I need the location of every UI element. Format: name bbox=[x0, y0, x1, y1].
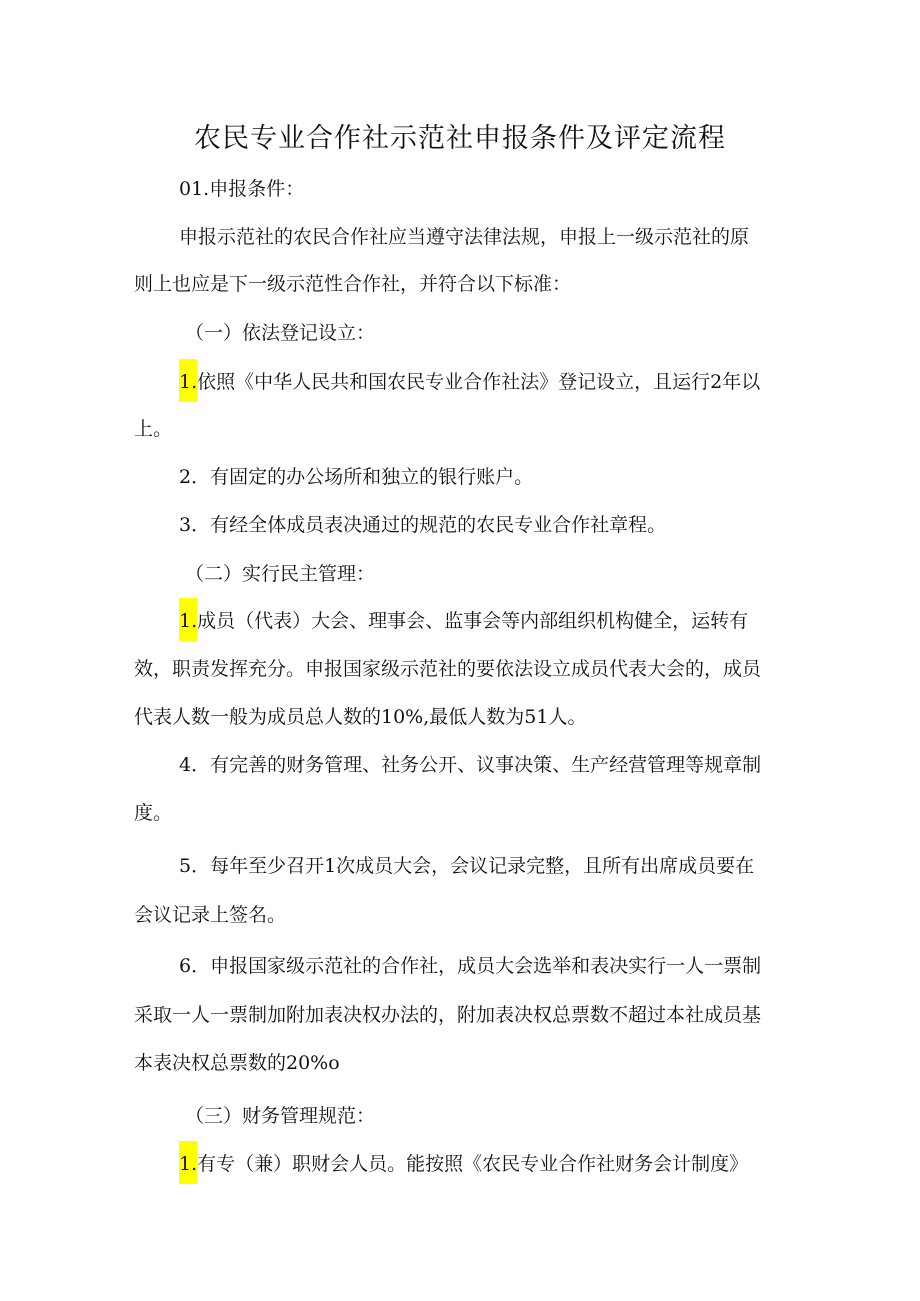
item-text: 成员（代表）大会、理事会、监事会等内部组织机构健全，运转有 bbox=[197, 610, 749, 632]
part-3-item-1-line-1 bbox=[179, 1151, 748, 1177]
intro-paragraph-line-1: 申报示范社的农民合作社应当遵守法律法规，申报上一级示范社的原 bbox=[179, 226, 750, 248]
intro-paragraph-line-2: 则上也应是下一级示范性合作社，并符合以下标准： bbox=[134, 273, 572, 295]
part-1-heading: （一）依法登记设立： bbox=[185, 322, 376, 344]
section-heading-application-conditions: 01.申报条件： bbox=[179, 178, 305, 200]
part-1-item-3: 3．有经全体成员表决通过的规范的农民专业合作社章程。 bbox=[179, 514, 667, 536]
part-2-item-1-line-2: 效，职责发挥充分。申报国家级示范社的要依法设立成员代表大会的，成员 bbox=[134, 658, 762, 680]
part-1-item-1-line-2: 上。 bbox=[134, 418, 173, 440]
part-2-heading: （二）实行民主管理： bbox=[185, 563, 376, 585]
highlighted-item-number: 1. bbox=[179, 1141, 197, 1184]
part-2-item-6-line-3: 本表决权总票数的20%o bbox=[134, 1052, 340, 1074]
part-2-item-5-line-1: 5．每年至少召开1次成员大会，会议记录完整，且所有出席成员要在 bbox=[179, 855, 755, 877]
item-text: 有专（兼）职财会人员。能按照《农民专业合作社财务会计制度》 bbox=[197, 1153, 749, 1175]
part-2-item-5-line-2: 会议记录上签名。 bbox=[134, 904, 287, 926]
part-2-item-1-line-3: 代表人数一般为成员总人数的10%,最低人数为51人。 bbox=[134, 706, 587, 728]
part-2-item-6-line-1: 6．申报国家级示范社的合作社，成员大会选举和表决实行一人一票制 bbox=[179, 955, 762, 977]
part-1-item-2: 2．有固定的办公场所和独立的银行账户。 bbox=[179, 466, 534, 488]
highlighted-item-number: 1. bbox=[179, 598, 197, 641]
part-2-item-4-line-2: 度。 bbox=[134, 802, 173, 824]
item-text: 依照《中华人民共和国农民专业合作社法》登记设立，且运行2年以 bbox=[197, 371, 761, 393]
part-2-item-1-line-1 bbox=[179, 608, 748, 634]
part-3-heading: （三）财务管理规范： bbox=[185, 1105, 376, 1127]
document-title: 农民专业合作社示范社申报条件及评定流程 bbox=[194, 123, 726, 154]
part-2-item-6-line-2: 采取一人一票制加附加表决权办法的，附加表决权总票数不超过本社成员基 bbox=[134, 1004, 762, 1026]
part-1-item-1-line-1 bbox=[179, 369, 760, 395]
part-2-item-4-line-1: 4．有完善的财务管理、社务公开、议事决策、生产经营管理等规章制 bbox=[179, 754, 762, 776]
highlighted-item-number: 1. bbox=[179, 359, 197, 402]
